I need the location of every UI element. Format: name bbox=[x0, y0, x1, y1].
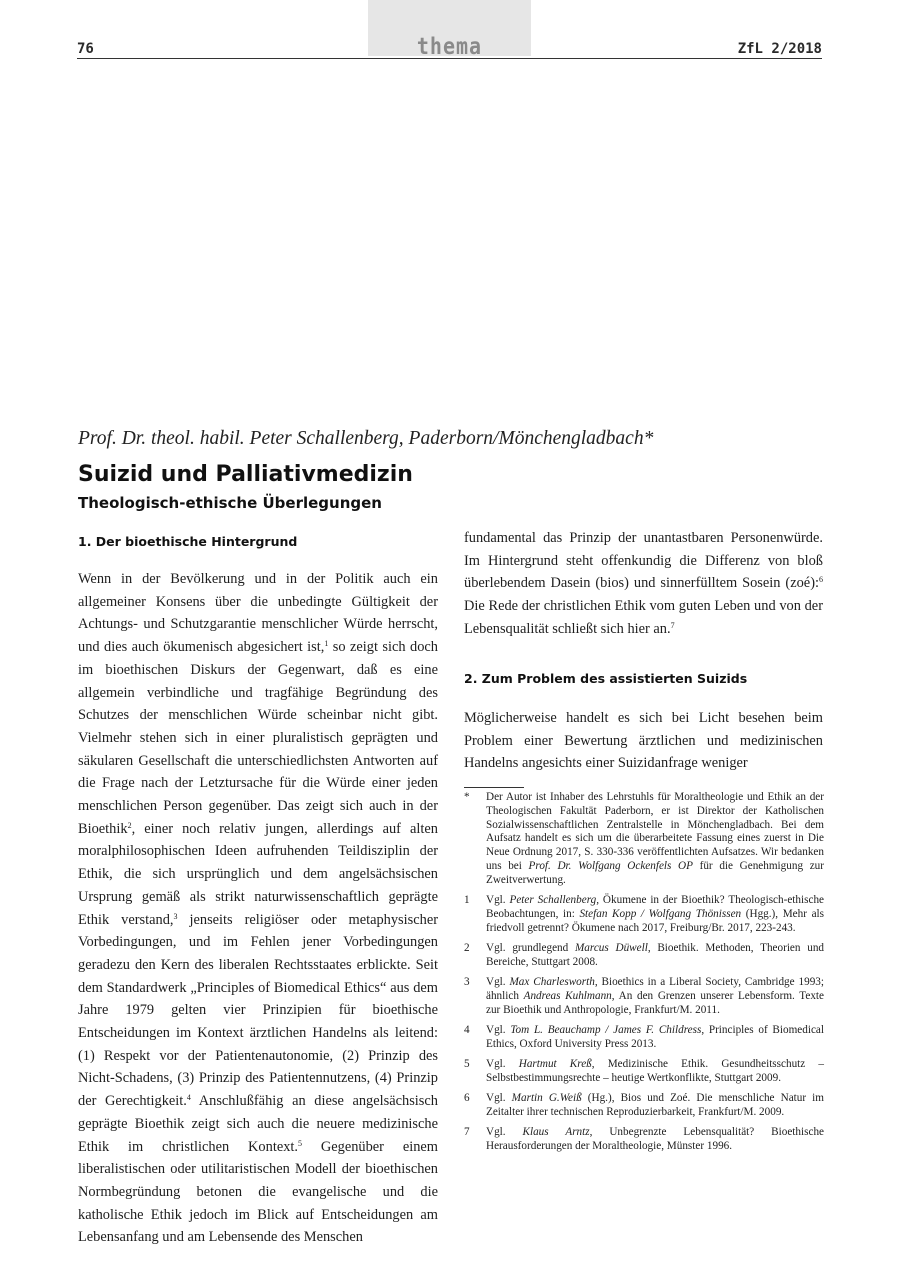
footnote-mark: 6 bbox=[464, 1092, 470, 1105]
footnote-mark: 5 bbox=[464, 1058, 470, 1071]
section-heading-1: 1. Der bioethische Hintergrund bbox=[78, 534, 298, 549]
body-column-right-bottom bbox=[464, 707, 823, 775]
footnote-ref[interactable]: 4 bbox=[186, 1093, 191, 1103]
footnote-rule bbox=[464, 787, 524, 788]
section-heading-2: 2. Zum Problem des assistierten Suizids bbox=[464, 671, 748, 686]
paragraph: Möglicherweise handelt es sich bei Licht besehen beim Problem einer Bewertung ärztlichen und medizinischen Handelns angesichts einer Suizidanfrage weniger bbox=[464, 710, 823, 772]
footnote-item bbox=[464, 1024, 824, 1052]
footnote-text: Vgl. Klaus Arntz, Unbegrenzte Lebensqualität? Bioethische Herausforderungen der Moraltheologie, Münster 1996. bbox=[486, 1126, 825, 1153]
footnote-text: Vgl. Martin G.Weiß (Hg.), Bios und Zoé. Die menschliche Natur im Zeitalter ihrer technischen Reproduzierbarkeit, Frankfurt/M. 2009. bbox=[486, 1092, 824, 1118]
footnote-ref[interactable]: 7 bbox=[670, 620, 675, 630]
footnote-text: Vgl. Tom L. Beauchamp / James F. Childress, Principles of Biomedical Ethics, Oxford University Press 2013. bbox=[486, 1023, 825, 1050]
footnote-ref[interactable]: 6 bbox=[819, 575, 823, 585]
journal-reference: ZfL 2/2018 bbox=[737, 41, 822, 57]
section-label: thema bbox=[416, 32, 483, 60]
footnote-mark: 1 bbox=[464, 894, 470, 907]
footnote-item bbox=[464, 791, 824, 888]
footnote-item bbox=[464, 894, 824, 935]
header-rule bbox=[77, 58, 822, 59]
footnote-mark: 4 bbox=[464, 1023, 470, 1036]
footnote-mark: 7 bbox=[464, 1126, 470, 1139]
footnote-ref[interactable]: 2 bbox=[127, 820, 132, 830]
paragraph: fundamental das Prinzip der unantastbaren Personenwürde. Im Hintergrund steht offenkundig die Differenz von bloß überlebendem Dasein (bios) und sinnerfülltem Sosein (zoé):$^6$ Die Rede der christlichen Ethik vom guten Leben und von der Lebensqualität schließt sich hier an.$^7$ bbox=[464, 530, 823, 637]
footnote-text: Vgl. Hartmut Kreß, Medizinische Ethik. Gesundheitsschutz – Selbstbestimmungsrechte – heutige Wertkonflikte, Stuttgart 2009. bbox=[486, 1058, 824, 1084]
footnote-text: Vgl. Max Charlesworth, Bioethics in a Liberal Society, Cambridge 1993; ähnlich Andreas Kuhlmann, An den Grenzen unserer Lebensform. Texte zur Bioethik und Anthropologie, Frankfurt/M. 2011. bbox=[486, 976, 824, 1016]
article-subtitle: Theologisch-ethische Überlegungen bbox=[78, 494, 382, 512]
footnote-ref[interactable]: 1 bbox=[324, 639, 329, 649]
footnote-text: Vgl. Peter Schallenberg, Ökumene in der Bioethik? Theologisch-ethische Beobachtungen, in: Stefan Kopp / Wolfgang Thönissen (Hgg.), Mehr als friedvoll getrennt? Ökumene nach 2017, Freiburg/Br. 2017, 223-243. bbox=[486, 894, 825, 934]
footnote-mark: * bbox=[464, 791, 470, 803]
paragraph: Wenn in der Bevölkerung und in der Politik auch ein allgemeiner Konsens über die unbedingte Gültigkeit der Achtungs- und Schutzgarantie menschlicher Würde herrscht, und dies auch ökumenisch abgesichert ist,$^1$ so zeigt sich doch im bioethischen Diskurs der Gegenwart, daß es eine allgemein verbindliche und tragfähige Begründung des Schutzes der menschlichen Würde scheinbar nicht gibt. Vielmehr stehen sich in einer pluralistisch geprägten und säkularen Gesellschaft die unterschiedlichsten Antworten auf die Frage nach der Letztursache für die Würde einer jeden menschlichen Person gegenüber. Das zeigt sich auch in der Bioethik$^2$, einer noch relativ jungen, allerdings auf alten moralphilosophischen Ideen aufruhenden Teildisziplin der Ethik, die sich ursprünglich und dem angelsächsischen Ursprung gemäß als strikt naturwissenschaftlich geprägte Ethik verstand,$^3$ jenseits religiöser oder metaphysischer Vorbedingungen, und im Fehlen jener Vorbedingungen geradezu den Kern des liberalen Rechtsstaates erblickte. Seit dem Standardwerk „Principles of Biomedical Ethics“ aus dem Jahre 1979 gelten vier Prinzipien für bioethische Entscheidungen im Kontext ärztlichen Handelns als leitend: (1) Respekt vor der Patientenautonomie, (2) Prinzip des Nicht-Schadens, (3) Prinzip des Patientennutzens, (4) Prinzip der Gerechtigkeit.$^4$ Anschlußfähig an diese angelsächsisch geprägte Bioethik zeigt sich auch die neuere medizinische Ethik im christlichen Kontext.$^5$ Gegenüber einem liberalistischen oder utilitaristischen Modell der bioethischen Normbegründung betonen die evangelische und die katholische Ethik jedoch im Blick auf Entscheidungen am Lebensanfang und am Lebensende des Menschen bbox=[78, 571, 439, 1246]
article-title: Suizid und Palliativmedizin bbox=[78, 462, 413, 487]
footnote-item bbox=[464, 1058, 824, 1086]
footnote-item bbox=[464, 1126, 824, 1154]
footnote-item bbox=[464, 976, 824, 1017]
footnotes bbox=[464, 791, 824, 1160]
footnote-ref[interactable]: 5 bbox=[298, 1138, 302, 1148]
footnote-text: Der Autor ist Inhaber des Lehrstuhls für Moraltheologie und Ethik an der Theologischen Fakultät Paderborn, er ist Direktor der Katholischen Sozialwissenschaftlichen Zentralstelle in Mönchengladbach. Bei dem Aufsatz handelt es sich um die überarbeitete Fassung eines zuerst in Die Neue Ordnung 2017, S. 330-336 veröffentlichten Aufsatzes. Wir bedanken uns bei Prof. Dr. Wolfgang Ockenfels OP für die Genehmigung zur Zweitverwertung. bbox=[486, 791, 824, 886]
body-column-right-top bbox=[464, 527, 823, 641]
page-number: 76 bbox=[77, 41, 94, 57]
footnote-mark: 3 bbox=[464, 976, 470, 989]
footnote-ref[interactable]: 3 bbox=[173, 911, 178, 921]
article-author: Prof. Dr. theol. habil. Peter Schallenberg, Paderborn/Mönchengladbach* bbox=[78, 428, 654, 449]
body-column-left bbox=[78, 568, 438, 1249]
footnote-item bbox=[464, 1092, 824, 1120]
footnote-text: Vgl. grundlegend Marcus Düwell, Bioethik. Methoden, Theorien und Bereiche, Stuttgart 2008. bbox=[486, 941, 825, 968]
footnote-item bbox=[464, 942, 824, 970]
footnote-mark: 2 bbox=[464, 941, 470, 954]
